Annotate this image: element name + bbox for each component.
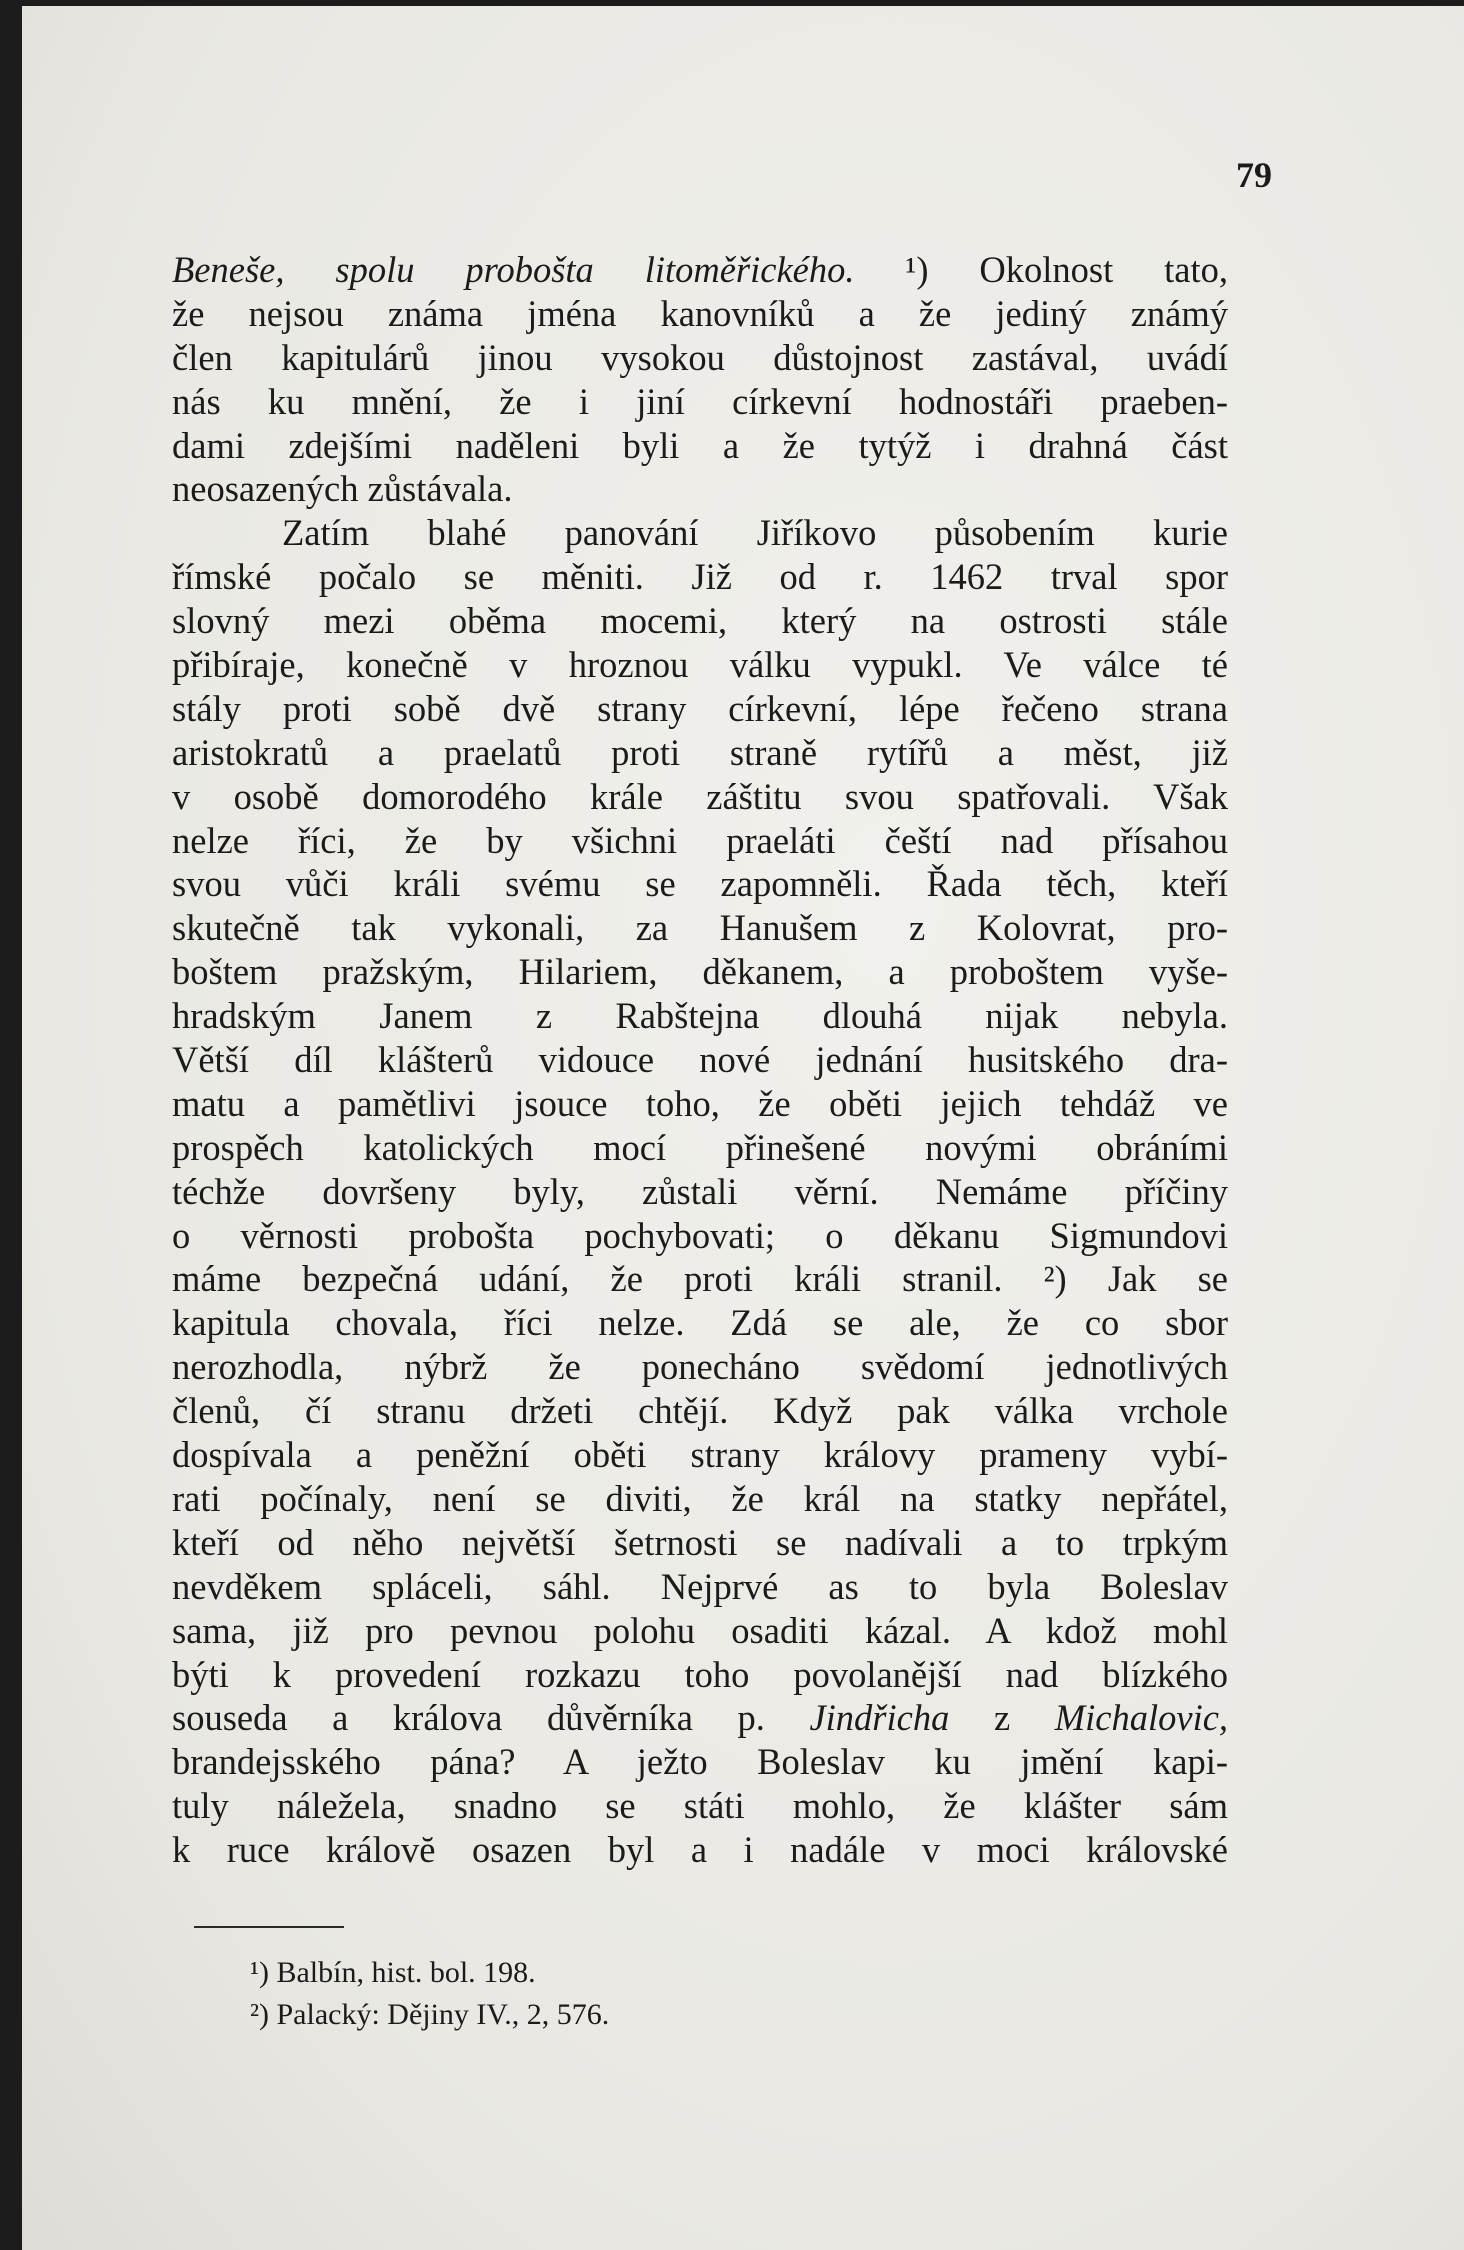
text-line: [172, 1696, 1228, 1740]
text-line: že nejsou známa jména kanovníků a že jediný známý: [172, 292, 1228, 334]
text-line: býti k provedení rozkazu toho povolanější nad blízkého: [172, 1653, 1228, 1695]
text-line: rati počínaly, není se diviti, že král na statky nepřátel,: [172, 1477, 1228, 1519]
text-line: nás ku mnění, že i jiní církevní hodnostáři praeben-: [172, 380, 1228, 422]
text-span: Jindřicha: [809, 1697, 950, 1739]
text-line: dospívala a peněžní oběti strany královy prameny vybí-: [172, 1434, 1228, 1476]
text-line: skutečně tak vykonali, za Hanušem z Kolovrat, pro-: [172, 907, 1228, 949]
text-line: Zatím blahé panování Jiříkovo působením kurie: [282, 512, 1228, 554]
text-line: [172, 1257, 1228, 1301]
text-line: člen kapitulárů jinou vysokou důstojnost zastával, uvádí: [172, 336, 1228, 378]
text-line: boštem pražským, Hilariem, děkanem, a proboštem vyše-: [172, 951, 1228, 993]
footnote: [250, 1994, 609, 2036]
main-text: [172, 248, 1228, 1872]
text-line: římské počalo se měniti. Již od r. 1462 trval spor: [172, 556, 1228, 598]
text-line: nevděkem spláceli, sáhl. Nejprvé as to byla Boleslav: [172, 1565, 1228, 1607]
paragraph: [172, 511, 1228, 1872]
footnote-divider: [194, 1926, 344, 1928]
text-line: o věrnosti probošta pochybovati; o děkanu Sigmundovi: [172, 1214, 1228, 1256]
text-span: Michalovic,: [1054, 1697, 1228, 1739]
footnotes: [250, 1952, 609, 2036]
footnote: [250, 1952, 609, 1994]
text-line: nelze říci, že by všichni praeláti čeští nad přísahou: [172, 819, 1228, 861]
footnote-ref: ¹) Okolnost tato,: [905, 249, 1228, 290]
text-line: slovný mezi oběma mocemi, který na ostrosti stále: [172, 600, 1228, 642]
text-line: sama, již pro pevnou polohu osaditi kázal. A kdož mohl: [172, 1609, 1228, 1651]
text-line: svou vůči králi svému se zapomněli. Řada těch, kteří: [172, 863, 1228, 905]
text-line: nerozhodla, nýbrž že ponecháno svědomí jednotlivých: [172, 1346, 1228, 1388]
text-line: neosazených zůstávala.: [172, 468, 513, 510]
book-page: [22, 6, 1464, 2250]
text-line: téchže dovršeny byly, zůstali věrní. Nemáme příčiny: [172, 1170, 1228, 1212]
text-span: z: [993, 1697, 1011, 1739]
text-span: máme bezpečná udání, že proti králi stranil.: [172, 1258, 1003, 1300]
text-line: matu a pamětlivi jsouce toho, že oběti jejich tehdáž ve: [172, 1082, 1228, 1124]
text-line: kapitula chovala, říci nelze. Zdá se ale, že co sbor: [172, 1302, 1228, 1344]
text-line: [172, 248, 1228, 292]
text-line: brandejsského pána? A ježto Boleslav ku jmění kapi-: [172, 1741, 1228, 1783]
footnote-mark: ²): [250, 1998, 269, 2031]
text-line: aristokratů a praelatů proti straně rytířů a měst, již: [172, 731, 1228, 773]
text-line: k ruce královĕ osazen byl a i nadále v moci královské: [172, 1829, 1228, 1871]
text-span: souseda a králova důvěrníka p.: [172, 1697, 765, 1739]
text-line: hradským Janem z Rabštejna dlouhá nijak nebyla.: [172, 995, 1228, 1037]
footnote-mark: ¹): [250, 1956, 269, 1989]
text-line: tuly náležela, snadno se státi mohlo, že klášter sám: [172, 1785, 1228, 1827]
text-span: Beneše, spolu probošta litoměřického.: [172, 249, 855, 290]
paragraph: [172, 248, 1228, 511]
text-line: Větší díl klášterů vidouce nové jednání husitského dra-: [172, 1039, 1228, 1081]
text-line: kteří od něho největší šetrnosti se nadívali a to trpkým: [172, 1521, 1228, 1563]
text-line: prospěch katolických mocí přinešené novými obráními: [172, 1126, 1228, 1168]
page-number: 79: [1236, 155, 1272, 195]
text-line: v osobě domorodého krále záštitu svou spatřovali. Však: [172, 775, 1228, 817]
footnote-text: Balbín, hist. bol. 198.: [276, 1956, 536, 1989]
footnote-text: Palacký: Dějiny IV., 2, 576.: [276, 1998, 610, 2031]
text-line: přibíraje, konečně v hroznou válku vypukl. Ve válce té: [172, 644, 1228, 686]
text-line: dami zdejšími naděleni byli a že tytýž i drahná část: [172, 424, 1228, 466]
footnote-ref: ²) Jak se: [1043, 1258, 1228, 1300]
text-line: členů, čí stranu držeti chtějí. Když pak válka vrchole: [172, 1390, 1228, 1432]
text-line: stály proti sobě dvě strany církevní, lépe řečeno strana: [172, 687, 1228, 729]
